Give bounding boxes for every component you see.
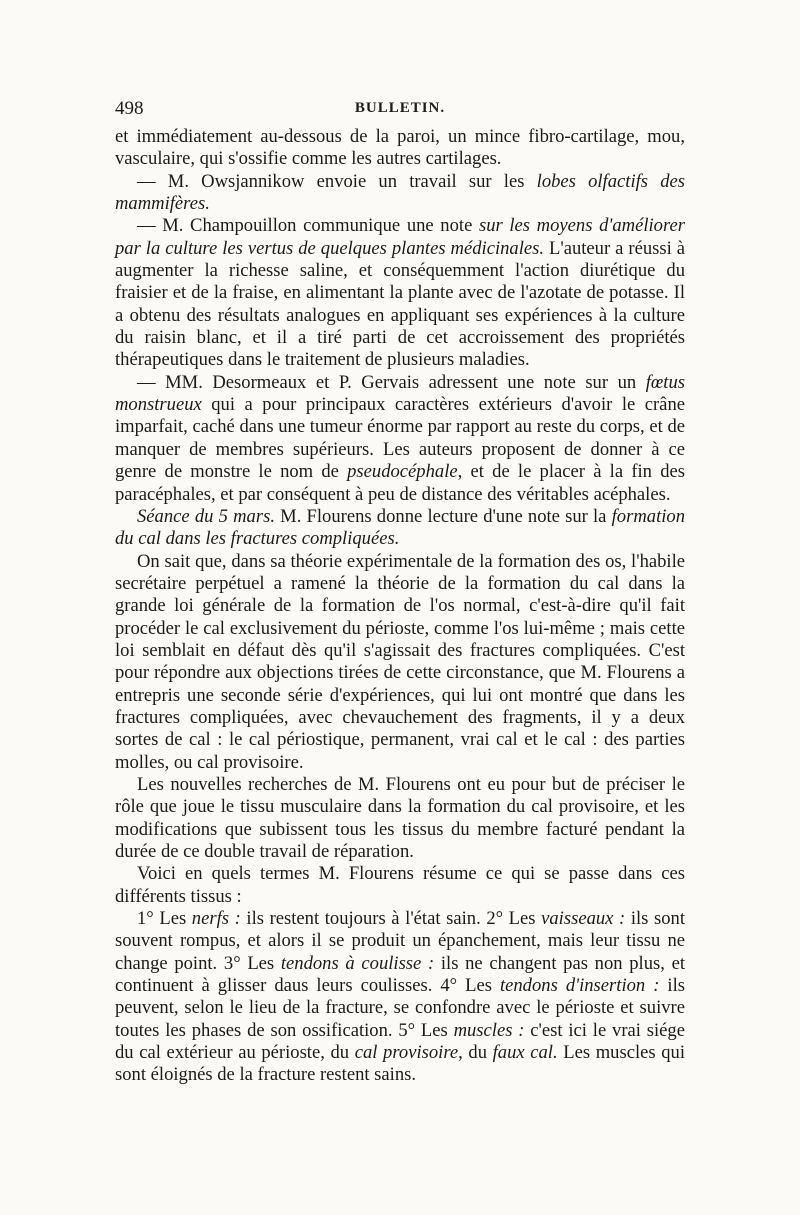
text-run: qui a pour principaux caractères extérieurs d'avoir le crâne imparfait, caché dans une tumeur énorme par rapport au reste du corps, et de manquer de membres supérieurs. Les auteurs proposent de donner à ce genre de monstre le nom de [115,394,685,483]
italic-text: nerfs : [191,908,241,930]
italic-text: Séance du 5 mars. [137,505,275,527]
italic-text: faux cal. [492,1042,558,1064]
page-number: 498 [115,98,144,119]
text-run: — M. Owsjannikow envoie un travail sur les [137,170,537,192]
italic-text: muscles : [453,1019,525,1041]
text-run: Les nouvelles recherches de M. Flourens ont eu pour but de préciser le rôle que joue le tissu musculaire dans la formation du cal provisoire, et les modifications que subissent tous les tissus du membre facturé pendant la durée de ce double travail de réparation. [115,773,685,862]
text-run: ils ne changent pas non plus, et continuent à glisser daus leurs coulisses. 4° Les [115,952,685,997]
italic-text: tendons à coulisse : [280,952,435,974]
text-run: — MM. Desormeaux et P. Gervais adressent une note sur un [137,371,646,393]
italic-text: sur les moyens d'améliorer par la culture les vertus de quelques plantes médicinales. [115,215,685,259]
text-run: 1° Les [137,908,192,930]
italic-text: formation du cal dans les fractures compliquées. [115,505,685,550]
italic-text: pseudocéphale [347,461,458,483]
text-run: L'auteur a réussi à augmenter la richesse saline, et conséquemment l'action diurétique du fraisier et de la fraise, en alimentant la plante avec de l'azotate de potasse. Il a obtenu des résultats analogues en appliquant ses expériences à la culture du raisin blanc, et il a tiré parti de cet accroissement des propriétés thérapeutiques dans le traitement de plusieurs maladies. [115,237,685,371]
italic-text: vaisseaux : [541,908,626,930]
text-run: ils sont souvent rompus, et alors il se produit un épanchement, mais leur tissu ne change point. 3° Les [115,908,685,974]
italic-text: tendons d'insertion : [499,975,660,997]
text-run: c'est ici le vrai siége du cal extérieur au périoste, du [115,1019,685,1064]
paragraph [115,171,685,216]
paragraph [115,774,685,863]
italic-text: lobes olfactifs des mammifères. [115,170,685,215]
text-run: Les muscles qui sont éloignés de la fracture restent sains. [115,1042,686,1086]
page-header [115,98,685,122]
text-run: ils restent toujours à l'état sain. 2° Les [240,908,542,930]
italic-text: fœtus monstrueux [115,371,685,416]
italic-text: cal provisoire [354,1042,459,1064]
paragraph [115,126,685,171]
paragraph [115,372,685,506]
paragraph [115,863,685,908]
running-title: BULLETIN. [354,100,446,116]
text-run: — M. Champouillon communique une note [137,215,479,237]
text-run: Voici en quels termes M. Flourens résume ce qui se passe dans ces différents tissus : [115,863,685,907]
paragraph [115,506,685,551]
paragraph [115,215,685,371]
text-run: M. Flourens donne lecture d'une note sur la [274,505,612,527]
text-run: ils peuvent, selon le lieu de la fracture, se confondre avec le périoste et suivre toutes les phases de son ossification. 5° Les [115,975,686,1041]
text-run: et immédiatement au-dessous de la paroi, un mince fibro-cartilage, mou, vasculaire, qui s'ossifie comme les autres cartilages. [115,126,685,170]
paragraph [115,551,685,774]
article-body [115,126,685,1087]
text-run: , du [458,1042,493,1064]
text-run: , et de le placer à la fin des paracéphales, et par conséquent à peu de distance des véritables acéphales. [115,461,685,505]
text-run: On sait que, dans sa théorie expérimentale de la formation des os, l'habile secrétaire perpétuel a ramené la théorie de la formation du cal dans la grande loi générale de la formation de l'os normal, c'est-à-dire qu'il fait procéder le cal exclusivement du périoste, comme l'os lui-même ; mais cette loi semblait en défaut dès qu'il s'agissait des fractures compliquées. C'est pour répondre aux objections tirées de cette circonstance, que M. Flourens a entrepris une seconde série d'expériences, qui lui ont montré que dans les fractures compliquées, avec chevauchement des fragments, il y a deux sortes de cal : le cal périostique, permanent, vrai cal et le cal : des parties molles, ou cal provisoire. [115,550,685,773]
paragraph [115,908,685,1087]
